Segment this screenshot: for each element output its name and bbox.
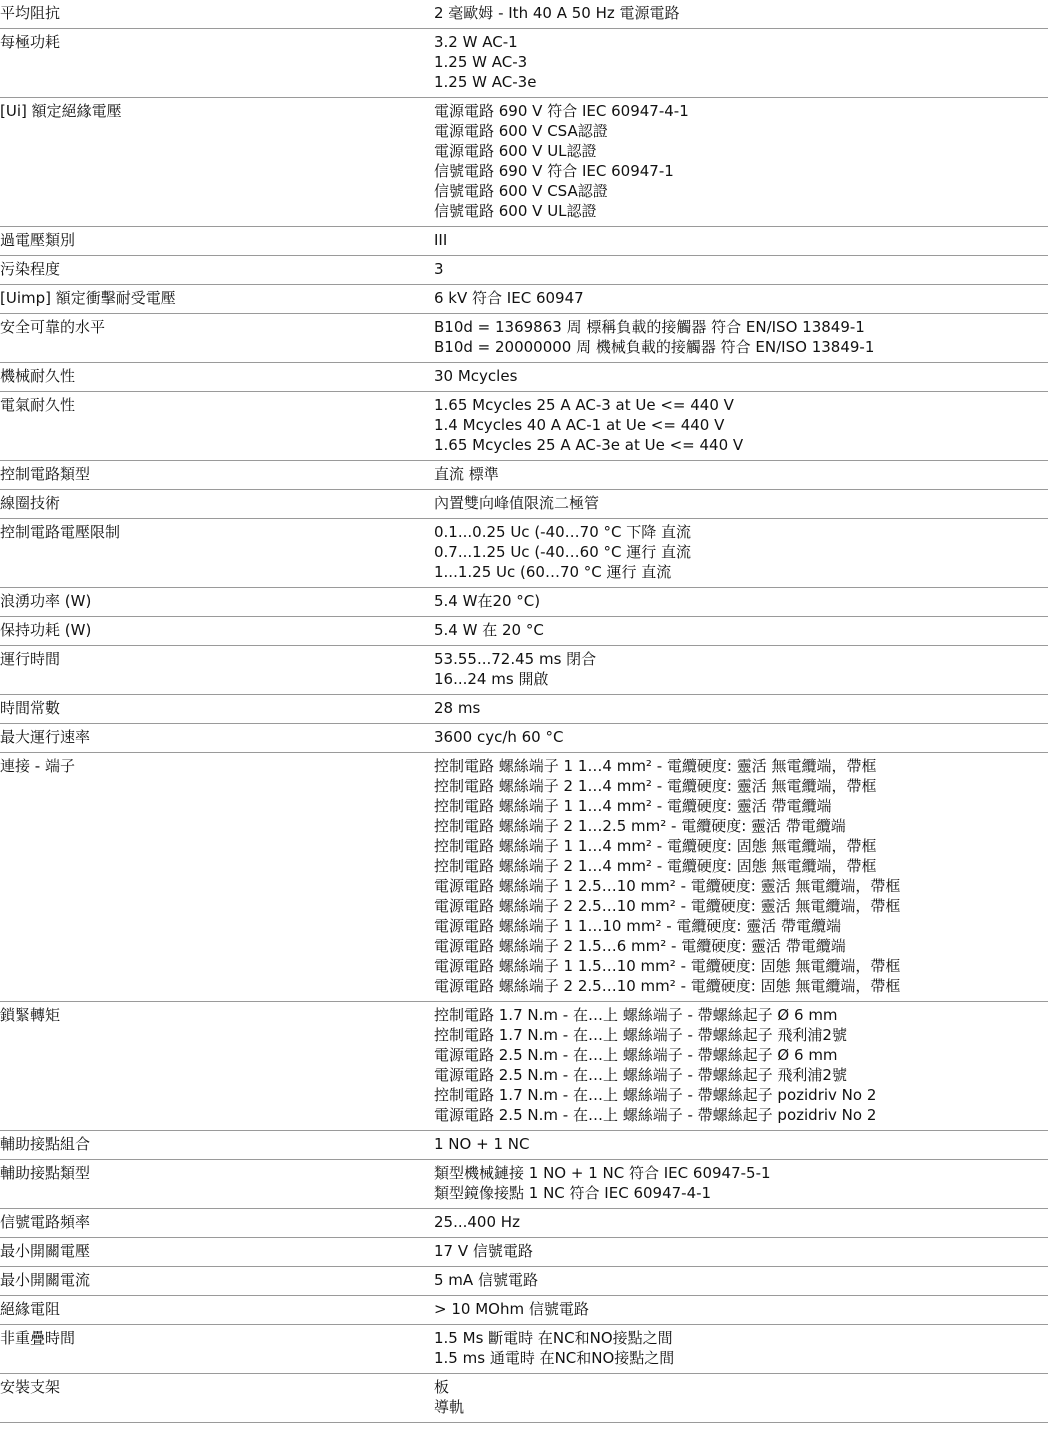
spec-row (0, 646, 1048, 695)
spec-value-line: 5.4 W 在 20 °C (434, 621, 544, 639)
spec-value (432, 695, 1032, 723)
spec-value (432, 98, 1032, 226)
spec-value (432, 1131, 1032, 1159)
spec-value (432, 588, 1032, 616)
spec-label: 輔助接點組合 (0, 1135, 91, 1153)
spec-row (0, 314, 1048, 363)
spec-row (0, 1160, 1048, 1209)
spec-value-line: 電源電路 2.5 N.m - 在…上 螺絲端子 - 帶螺絲起子 Ø 6 mm (434, 1046, 838, 1064)
spec-value-line: 28 ms (434, 699, 481, 717)
spec-label: 連接 - 端子 (0, 757, 75, 775)
spec-value-line: 1.65 Mcycles 25 A AC-3e at Ue <= 440 V (434, 436, 744, 454)
spec-value-line: 1.4 Mcycles 40 A AC-1 at Ue <= 440 V (434, 416, 725, 434)
spec-label: 最小開關電流 (0, 1271, 91, 1289)
spec-label: 信號電路頻率 (0, 1213, 91, 1231)
spec-value-line: 25...400 Hz (434, 1213, 520, 1231)
spec-value-line: 1.25 W AC-3e (434, 73, 537, 91)
spec-value-line: 控制電路 1.7 N.m - 在…上 螺絲端子 - 帶螺絲起子 pozidriv No 2 (434, 1086, 877, 1104)
spec-value (432, 314, 1032, 362)
spec-value (432, 724, 1032, 752)
spec-value (432, 617, 1032, 645)
spec-value-line: 5 mA 信號電路 (434, 1271, 538, 1289)
spec-value-line: 電源電路 螺絲端子 2 2.5…10 mm² - 電纜硬度: 靈活 無電纜端，帶框 (434, 897, 901, 915)
spec-value-line: 電源電路 2.5 N.m - 在…上 螺絲端子 - 帶螺絲起子 pozidriv No 2 (434, 1106, 877, 1124)
spec-value-line: 電源電路 螺絲端子 2 2.5…10 mm² - 電纜硬度: 固態 無電纜端，帶框 (434, 977, 901, 995)
spec-value-line: B10d = 20000000 周 機械負載的接觸器 符合 EN/ISO 13849-1 (434, 338, 875, 356)
spec-row (0, 1238, 1048, 1267)
spec-label: 運行時間 (0, 650, 61, 668)
spec-value (432, 646, 1032, 694)
spec-label: [Uimp] 額定衝擊耐受電壓 (0, 289, 176, 307)
spec-value-line: 控制電路 螺絲端子 2 1…2.5 mm² - 電纜硬度: 靈活 帶電纜端 (434, 817, 846, 835)
spec-value-line: 1.65 Mcycles 25 A AC-3 at Ue <= 440 V (434, 396, 734, 414)
spec-row (0, 617, 1048, 646)
spec-value-line: 電源電路 2.5 N.m - 在…上 螺絲端子 - 帶螺絲起子 飛利浦2號 (434, 1066, 847, 1084)
spec-value (432, 1160, 1032, 1208)
spec-row (0, 1131, 1048, 1160)
spec-value-line: 3.2 W AC-1 (434, 33, 518, 51)
spec-value (432, 461, 1032, 489)
spec-value-line: 電源電路 690 V 符合 IEC 60947-4-1 (434, 102, 689, 120)
spec-row (0, 461, 1048, 490)
spec-label: 浪湧功率 (W) (0, 592, 92, 610)
spec-label: 線圈技術 (0, 494, 61, 512)
spec-label: [Ui] 額定絕緣電壓 (0, 102, 122, 120)
spec-label: 絕緣電阻 (0, 1300, 61, 1318)
spec-label: 保持功耗 (W) (0, 621, 92, 639)
spec-row (0, 0, 1048, 29)
spec-row (0, 519, 1048, 588)
spec-value (432, 363, 1032, 391)
spec-row (0, 1209, 1048, 1238)
spec-row (0, 1296, 1048, 1325)
spec-label: 污染程度 (0, 260, 61, 278)
spec-value-line: 電源電路 螺絲端子 2 1.5…6 mm² - 電纜硬度: 靈活 帶電纜端 (434, 937, 846, 955)
spec-value (432, 285, 1032, 313)
spec-value-line: 控制電路 螺絲端子 2 1…4 mm² - 電纜硬度: 固態 無電纜端，帶框 (434, 857, 877, 875)
spec-label: 過電壓類別 (0, 231, 76, 249)
spec-value (432, 29, 1032, 97)
spec-value-line: > 10 MOhm 信號電路 (434, 1300, 589, 1318)
spec-value-line: III (434, 231, 448, 249)
spec-label: 最小開關電壓 (0, 1242, 91, 1260)
spec-value-line: 導軌 (434, 1398, 465, 1416)
spec-value-line: 控制電路 螺絲端子 1 1…4 mm² - 電纜硬度: 靈活 無電纜端，帶框 (434, 757, 877, 775)
spec-value (432, 0, 1032, 28)
spec-value (432, 1209, 1032, 1237)
spec-value-line: 0.7...1.25 Uc (-40…60 °C 運行 直流 (434, 543, 692, 561)
spec-value-line: 30 Mcycles (434, 367, 518, 385)
spec-row (0, 588, 1048, 617)
spec-value-line: 1.5 ms 通電時 在NC和NO接點之間 (434, 1349, 675, 1367)
spec-row (0, 1374, 1048, 1423)
spec-value-line: 5.4 W在20 °C) (434, 592, 541, 610)
spec-value-line: 1.25 W AC-3 (434, 53, 528, 71)
spec-value (432, 1296, 1032, 1324)
spec-label: 鎖緊轉矩 (0, 1006, 61, 1024)
spec-value (432, 753, 1032, 1001)
spec-value (432, 392, 1032, 460)
spec-row (0, 1325, 1048, 1374)
spec-row (0, 695, 1048, 724)
spec-row (0, 227, 1048, 256)
spec-value (432, 519, 1032, 587)
spec-value-line: 16...24 ms 開啟 (434, 670, 549, 688)
spec-value-line: 53.55...72.45 ms 閉合 (434, 650, 597, 668)
spec-value-line: 類型機械鏈接 1 NO + 1 NC 符合 IEC 60947-5-1 (434, 1164, 771, 1182)
spec-value-line: 1.5 Ms 斷電時 在NC和NO接點之間 (434, 1329, 673, 1347)
spec-row (0, 392, 1048, 461)
spec-value-line: 控制電路 螺絲端子 2 1…4 mm² - 電纜硬度: 靈活 無電纜端，帶框 (434, 777, 877, 795)
spec-row (0, 98, 1048, 227)
spec-value-line: 17 V 信號電路 (434, 1242, 533, 1260)
spec-value-line: 3 (434, 260, 444, 278)
spec-label: 控制電路類型 (0, 465, 91, 483)
spec-row (0, 29, 1048, 98)
spec-value-line: 控制電路 1.7 N.m - 在…上 螺絲端子 - 帶螺絲起子 Ø 6 mm (434, 1006, 838, 1024)
spec-value-line: 信號電路 690 V 符合 IEC 60947-1 (434, 162, 674, 180)
spec-label: 安裝支架 (0, 1378, 61, 1396)
spec-value-line: 6 kV 符合 IEC 60947 (434, 289, 584, 307)
spec-value-line: 類型鏡像接點 1 NC 符合 IEC 60947-4-1 (434, 1184, 712, 1202)
spec-value-line: 3600 cyc/h 60 °C (434, 728, 564, 746)
spec-value-line: 內置雙向峰值限流二極管 (434, 494, 600, 512)
spec-value-line: 電源電路 600 V UL認證 (434, 142, 597, 160)
spec-row (0, 1002, 1048, 1131)
spec-label: 輔助接點類型 (0, 1164, 91, 1182)
spec-value (432, 227, 1032, 255)
spec-label: 每極功耗 (0, 33, 61, 51)
spec-value-line: 2 毫歐姆 - Ith 40 A 50 Hz 電源電路 (434, 4, 680, 22)
spec-value-line: 信號電路 600 V UL認證 (434, 202, 597, 220)
spec-row (0, 1267, 1048, 1296)
spec-label: 電氣耐久性 (0, 396, 76, 414)
spec-value (432, 1238, 1032, 1266)
spec-row (0, 753, 1048, 1002)
spec-value-line: 1 NO + 1 NC (434, 1135, 530, 1153)
spec-label: 安全可靠的水平 (0, 318, 106, 336)
spec-value-line: 控制電路 1.7 N.m - 在…上 螺絲端子 - 帶螺絲起子 飛利浦2號 (434, 1026, 847, 1044)
spec-row (0, 363, 1048, 392)
spec-value-line: 電源電路 螺絲端子 1 1.5…10 mm² - 電纜硬度: 固態 無電纜端，帶框 (434, 957, 901, 975)
spec-row (0, 285, 1048, 314)
spec-value (432, 1325, 1032, 1373)
spec-value-line: 控制電路 螺絲端子 1 1…4 mm² - 電纜硬度: 靈活 帶電纜端 (434, 797, 832, 815)
spec-value-line: 電源電路 螺絲端子 1 1…10 mm² - 電纜硬度: 靈活 帶電纜端 (434, 917, 842, 935)
spec-label: 非重疊時間 (0, 1329, 76, 1347)
spec-value (432, 490, 1032, 518)
spec-value-line: 電源電路 螺絲端子 1 2.5…10 mm² - 電纜硬度: 靈活 無電纜端，帶框 (434, 877, 901, 895)
spec-row (0, 490, 1048, 519)
spec-value-line: 0.1...0.25 Uc (-40…70 °C 下降 直流 (434, 523, 692, 541)
spec-label: 平均阻抗 (0, 4, 61, 22)
spec-row (0, 256, 1048, 285)
spec-value (432, 256, 1032, 284)
spec-row (0, 724, 1048, 753)
spec-value-line: 控制電路 螺絲端子 1 1…4 mm² - 電纜硬度: 固態 無電纜端，帶框 (434, 837, 877, 855)
spec-value (432, 1002, 1032, 1130)
spec-value-line: B10d = 1369863 周 標稱負載的接觸器 符合 EN/ISO 13849-1 (434, 318, 865, 336)
spec-value-line: 電源電路 600 V CSA認證 (434, 122, 608, 140)
spec-value-line: 1...1.25 Uc (60…70 °C 運行 直流 (434, 563, 672, 581)
spec-label: 最大運行速率 (0, 728, 91, 746)
spec-label: 時間常數 (0, 699, 61, 717)
spec-value (432, 1374, 1032, 1422)
spec-label: 機械耐久性 (0, 367, 76, 385)
spec-value (432, 1267, 1032, 1295)
spec-label: 控制電路電壓限制 (0, 523, 121, 541)
spec-value-line: 板 (434, 1378, 450, 1396)
spec-value-line: 直流 標準 (434, 465, 499, 483)
spec-value-line: 信號電路 600 V CSA認證 (434, 182, 608, 200)
